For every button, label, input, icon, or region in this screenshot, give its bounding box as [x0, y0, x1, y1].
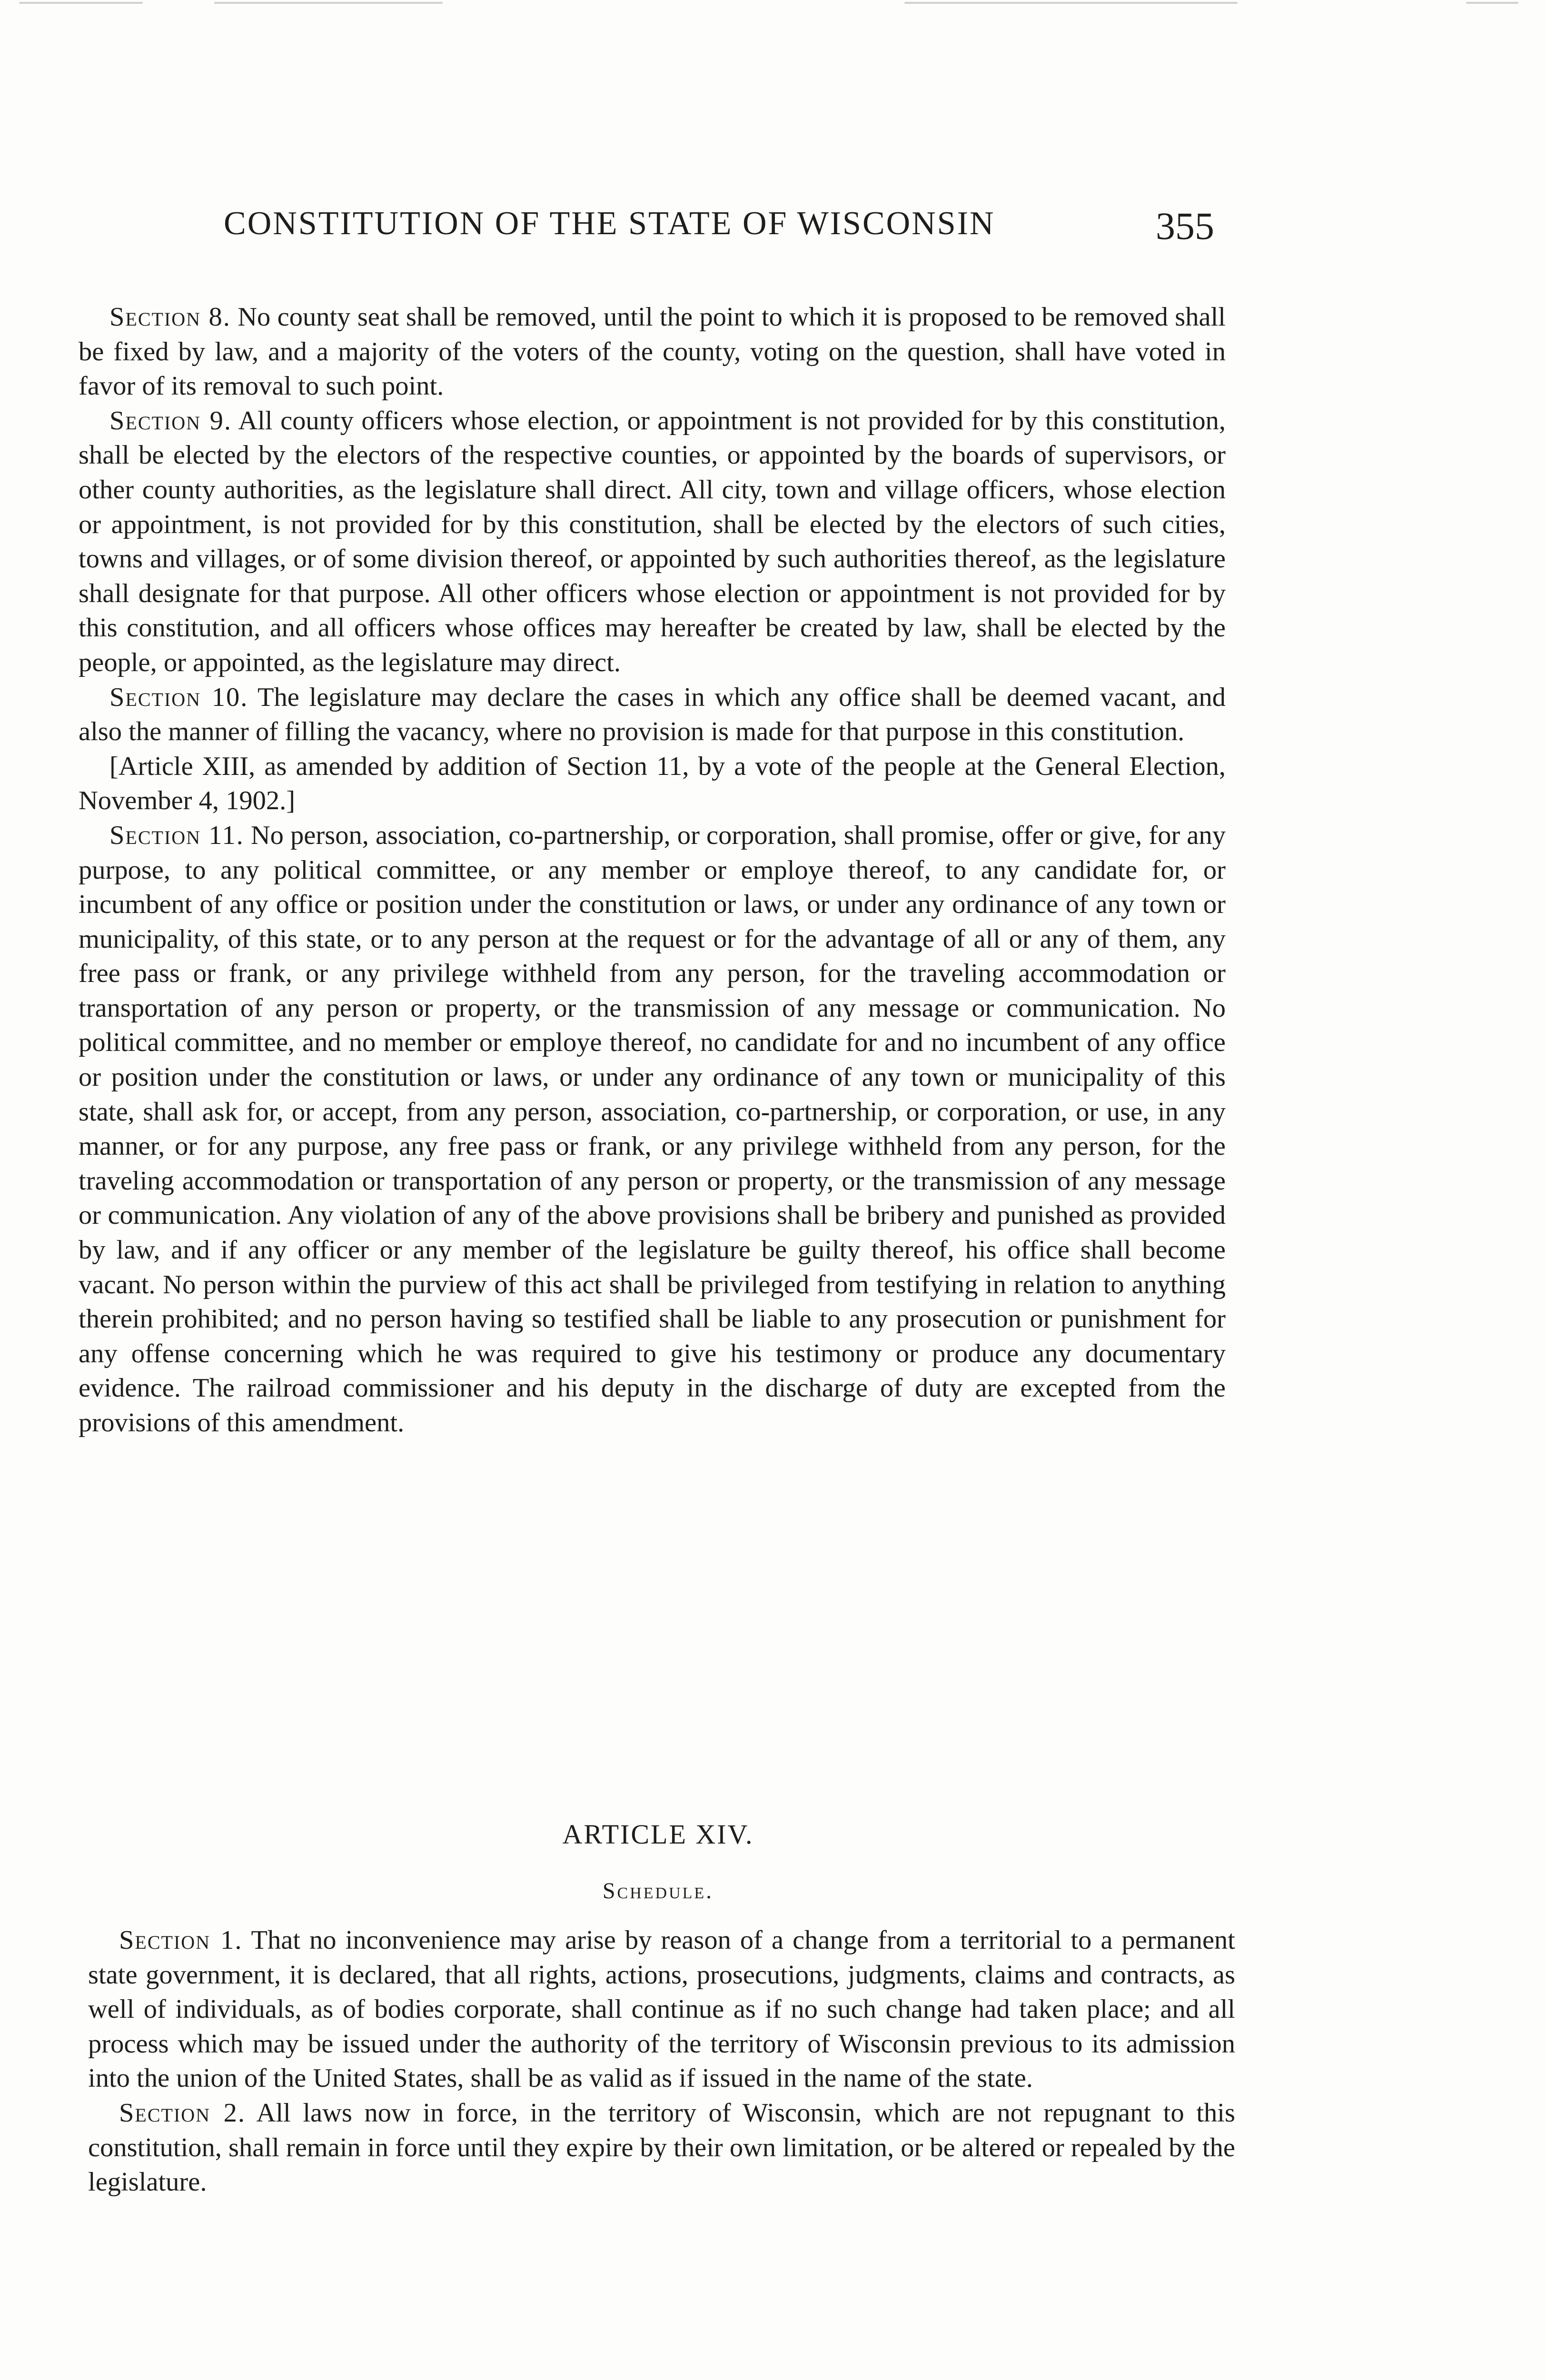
section-10-text: The legislature may declare the cases in which any office shall be deemed vacant, and also the manner of filling the vacancy, where no provision is made for that purpose in this constitution.: [79, 682, 1226, 747]
article-xiii-body: [79, 300, 1226, 1440]
section-9-label: Section 9.: [109, 406, 232, 436]
section-9-paragraph: [79, 404, 1226, 680]
scan-artifact: [1466, 2, 1518, 4]
section-8-label: Section 8.: [109, 302, 231, 332]
section-11-paragraph: [79, 818, 1226, 1440]
amendment-note: [Article XIII, as amended by addition of Section 11, by a vote of the people at the General Election, November 4, 1902.]: [79, 751, 1226, 816]
xiv-section-1-text: That no inconvenience may arise by reason of a change from a territorial to a permanent state government, it is declared, that all rights, actions, prosecutions, judgments, claims and contracts, as well of individuals, as of bodies corporate, shall continue as if no such change had taken place; and all process which may be issued under the authority of the territory of Wisconsin previous to its admission into the union of the United States, shall be as valid as if issued in the name of the state.: [88, 1925, 1235, 2093]
section-10-paragraph: [79, 680, 1226, 749]
section-11-text: No person, association, co-partnership, or corporation, shall promise, offer or give, for any purpose, to any political committee, or any member or employe thereof, to any candidate for, or incumbent of any office or position under the constitution or laws, or under any ordinance of any town or municipality, of this state, or to any person at the request or for the advantage of all or any of them, any free pass or frank, or any privilege withheld from any person, for the traveling accommodation or transportation of any person or property, or the transmission of any message or communication. No political committee, and no member or employe thereof, no candidate for and no incumbent of any office or position under the constitution or laws, or under any ordinance of any town or municipality of this state, shall ask for, or accept, from any person, association, co-partnership, or corporation, or use, in any manner, or for any purpose, any free pass or frank, or any privilege withheld from any person, for the traveling accommodation or transportation of any person or property, or the transmission of any message or communication. Any violation of any of the above provisions shall be bribery and punished as provided by law, and if any officer or any member of the legislature be guilty thereof, his office shall become vacant. No person within the purview of this act shall be privileged from testifying in relation to anything therein prohibited; and no person having so testified shall be liable to any prosecution or punishment for any offense concerning which he was required to give his testimony or produce any documentary evidence. The railroad commissioner and his deputy in the discharge of duty are excepted from the provisions of this amendment.: [79, 820, 1226, 1438]
section-10-label: Section 10.: [109, 682, 248, 712]
running-title: CONSTITUTION OF THE STATE OF WISCONSIN: [224, 205, 995, 242]
xiv-section-2-paragraph: [88, 2096, 1235, 2200]
xiv-section-1-label: Section 1.: [119, 1925, 243, 1955]
scan-artifact: [19, 2, 143, 4]
article-xiv-heading: ARTICLE XIV.: [562, 1819, 754, 1850]
schedule-subheading: Schedule.: [602, 1878, 714, 1904]
section-8-paragraph: [79, 300, 1226, 404]
xiv-section-1-paragraph: [88, 1923, 1235, 2096]
section-11-label: Section 11.: [109, 820, 244, 850]
scan-artifact: [214, 2, 443, 4]
scan-artifact: [904, 2, 1238, 4]
section-8-text: No county seat shall be removed, until the point to which it is proposed to be removed shall be fixed by law, and a majority of the voters of the county, voting on the question, shall have voted in favor of its removal to such point.: [79, 302, 1226, 401]
article-xiv-body: [88, 1923, 1235, 2200]
section-9-text: All county officers whose election, or appointment is not provided for by this constitution, shall be elected by the electors of the respective counties, or appointed by the boards of supervisors, or other county authorities, as the legislature shall direct. All city, town and village officers, whose election or appointment, is not provided for by this constitution, shall be elected by the electors of such cities, towns and villages, or of some division thereof, or appointed by such authorities thereof, as the legislature shall designate for that purpose. All other officers whose election or appointment is not provided for by this constitution, and all officers whose offices may hereafter be created by law, shall be elected by the people, or appointed, as the legislature may direct.: [79, 406, 1226, 677]
xiv-section-2-label: Section 2.: [119, 2098, 246, 2128]
xiv-section-2-text: All laws now in force, in the territory of Wisconsin, which are not repugnant to this constitution, shall remain in force until they expire by their own limitation, or be altered or repealed by the legislature.: [88, 2098, 1235, 2197]
page-number: 355: [1156, 204, 1214, 248]
